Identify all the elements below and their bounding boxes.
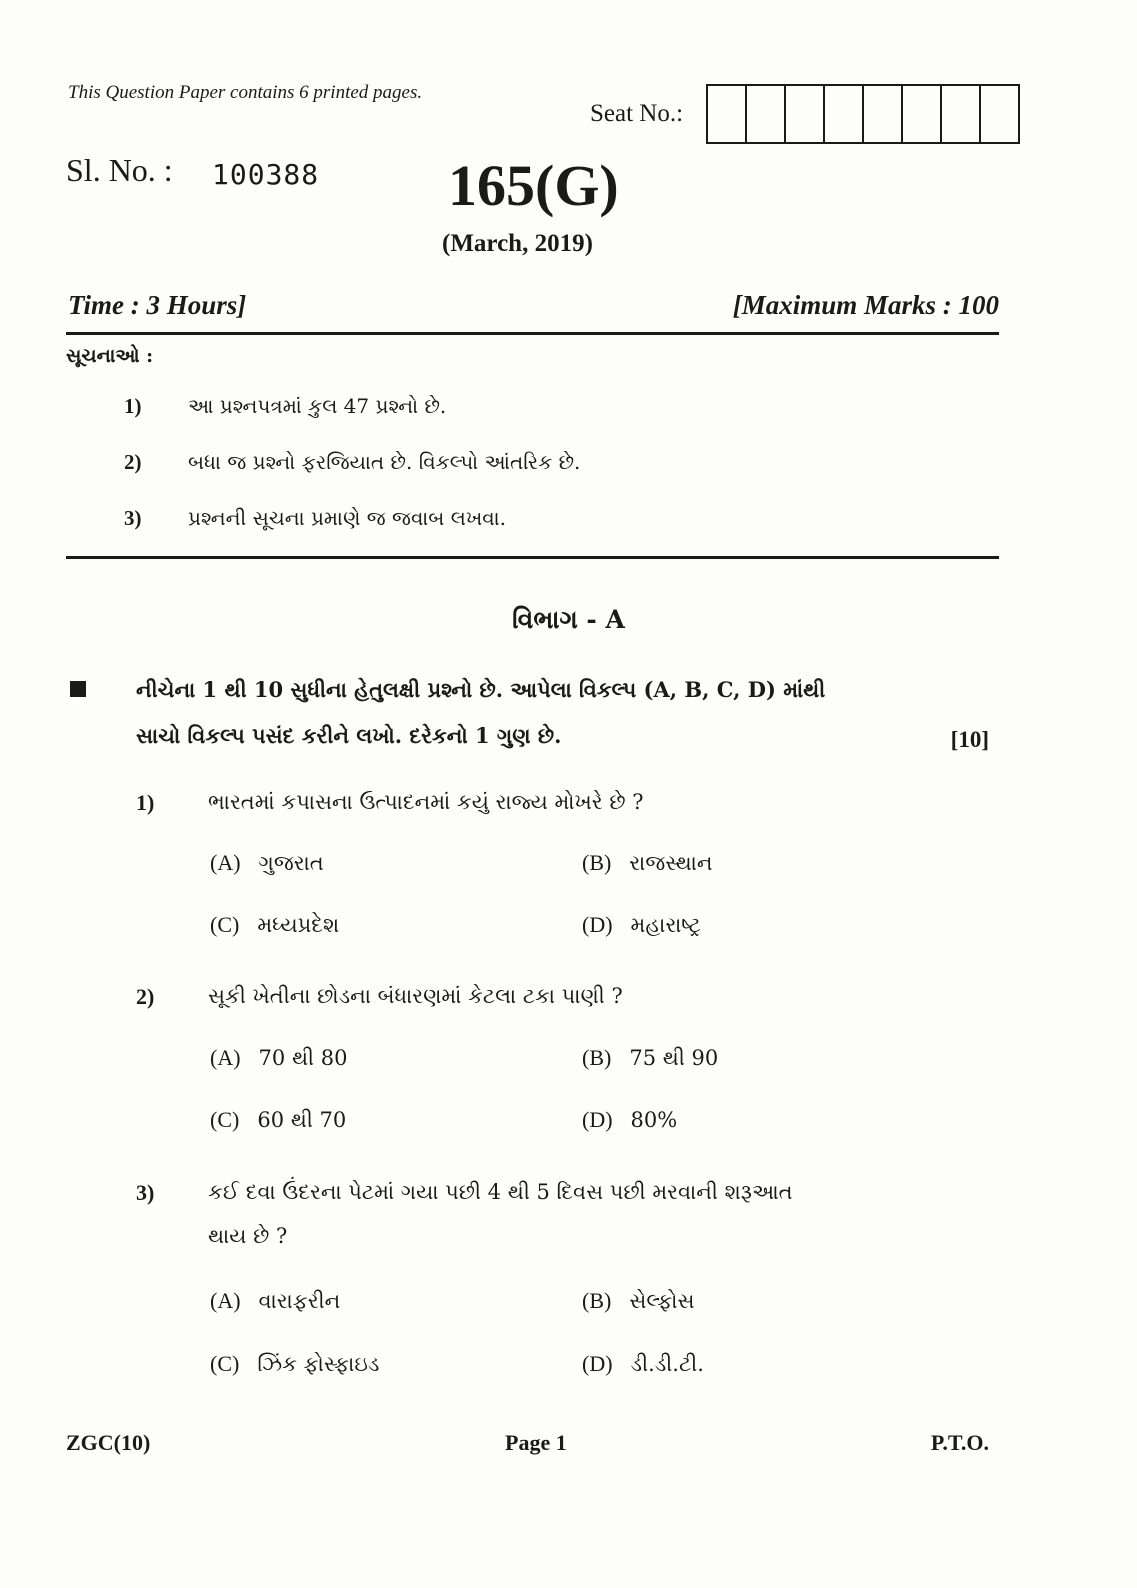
section-directive-line2: સાચો વિકલ્પ પસંદ કરીને લખો. દરેકનો 1 ગુણ છે. — [136, 723, 562, 748]
footer-pto: P.T.O. — [930, 1430, 989, 1455]
option — [210, 1351, 379, 1377]
option — [210, 1288, 340, 1314]
option-text: 70 થી 80 — [258, 1046, 348, 1070]
question-text: કઈ દવા ઉંદરના પેટમાં ગયા પછી 4 થી 5 દિવસ પછી મરવાની શરૂઆત — [208, 1180, 793, 1204]
maximum-marks: [Maximum Marks : 100 — [732, 290, 999, 320]
instruction-text: પ્રશ્નની સૂચના પ્રમાણે જ જવાબ લખવા. — [188, 506, 507, 530]
option — [210, 912, 339, 938]
option — [210, 1107, 346, 1133]
seat-box[interactable] — [708, 86, 747, 142]
option-text: રાજસ્થાન — [629, 851, 713, 875]
option — [582, 912, 701, 938]
seat-box[interactable] — [825, 86, 864, 142]
option-text: મહારાષ્ટ્ર — [630, 913, 701, 937]
seat-box[interactable] — [981, 86, 1018, 142]
serial-number-label: Sl. No. : — [66, 152, 173, 188]
question-number: 2) — [136, 984, 155, 1009]
section-directive-line1: નીચેના 1 થી 10 સુધીના હેતુલક્ષી પ્રશ્નો છે. આપેલા વિકલ્પ (A, B, C, D) માંથી — [136, 677, 826, 702]
instruction-text: આ પ્રશ્નપત્રમાં કુલ 47 પ્રશ્નો છે. — [188, 394, 447, 418]
option — [582, 850, 713, 876]
exam-date: (March, 2019) — [442, 230, 593, 257]
option-text: મધ્યપ્રદેશ — [257, 913, 340, 937]
option-text: 80% — [630, 1108, 678, 1132]
seat-box[interactable] — [786, 86, 825, 142]
instruction-text: બધા જ પ્રશ્નો ફરજિયાત છે. વિકલ્પો આંતરિક છે. — [188, 450, 581, 474]
square-bullet-icon — [70, 681, 86, 697]
option-text: 75 થી 90 — [629, 1046, 719, 1070]
header-divider — [66, 332, 999, 335]
option-label: (D) — [582, 1351, 613, 1376]
option-label: (C) — [210, 1107, 240, 1132]
serial-number-value: 100388 — [212, 158, 320, 191]
option-label: (B) — [582, 850, 612, 875]
option-label: (C) — [210, 912, 240, 937]
option — [582, 1107, 677, 1133]
footer-page-number: Page 1 — [505, 1430, 567, 1455]
footer-paper-code: ZGC(10) — [66, 1430, 151, 1455]
option-label: (A) — [210, 1045, 241, 1070]
option-text: ગુજરાત — [258, 851, 324, 875]
option — [582, 1288, 695, 1314]
option-text: સેલ્ફોસ — [629, 1289, 695, 1313]
section-title: વિભાગ - A — [512, 605, 625, 634]
seat-number-boxes[interactable] — [706, 84, 1020, 144]
seat-box[interactable] — [942, 86, 981, 142]
option-label: (D) — [582, 912, 613, 937]
option — [582, 1351, 704, 1377]
question-number: 1) — [136, 790, 155, 815]
option — [582, 1045, 718, 1071]
seat-box[interactable] — [747, 86, 786, 142]
instruction-number: 2) — [124, 450, 142, 474]
option-label: (B) — [582, 1288, 612, 1313]
exam-duration: Time : 3 Hours] — [68, 290, 247, 320]
seat-box[interactable] — [903, 86, 942, 142]
pages-note: This Question Paper contains 6 printed pages. — [68, 82, 423, 103]
option-text: ઝિંક ફોસ્ફાઇડ — [257, 1352, 380, 1376]
instruction-number: 3) — [124, 506, 142, 530]
option — [210, 1045, 347, 1071]
question-text-continued: થાય છે ? — [208, 1224, 288, 1248]
option-label: (A) — [210, 1288, 241, 1313]
option — [210, 850, 324, 876]
option-label: (B) — [582, 1045, 612, 1070]
option-text: 60 થી 70 — [257, 1108, 347, 1132]
paper-code: 165(G) — [448, 153, 619, 218]
option-text: ડી.ડી.ટી. — [630, 1352, 704, 1376]
seat-number-label: Seat No.: — [590, 100, 684, 127]
question-number: 3) — [136, 1180, 155, 1205]
instructions-heading: સૂચનાઓ : — [66, 345, 154, 367]
instruction-number: 1) — [124, 394, 142, 418]
question-text: ભારતમાં કપાસના ઉત્પાદનમાં કયું રાજ્ય મોખરે છે ? — [208, 790, 644, 814]
section-marks: [10] — [950, 727, 989, 752]
option-label: (A) — [210, 850, 241, 875]
option-label: (C) — [210, 1351, 240, 1376]
seat-box[interactable] — [864, 86, 903, 142]
option-label: (D) — [582, 1107, 613, 1132]
instructions-divider — [66, 556, 999, 559]
question-text: સૂકી ખેતીના છોડના બંધારણમાં કેટલા ટકા પાણી ? — [208, 984, 623, 1008]
option-text: વારાફરીન — [258, 1289, 341, 1313]
